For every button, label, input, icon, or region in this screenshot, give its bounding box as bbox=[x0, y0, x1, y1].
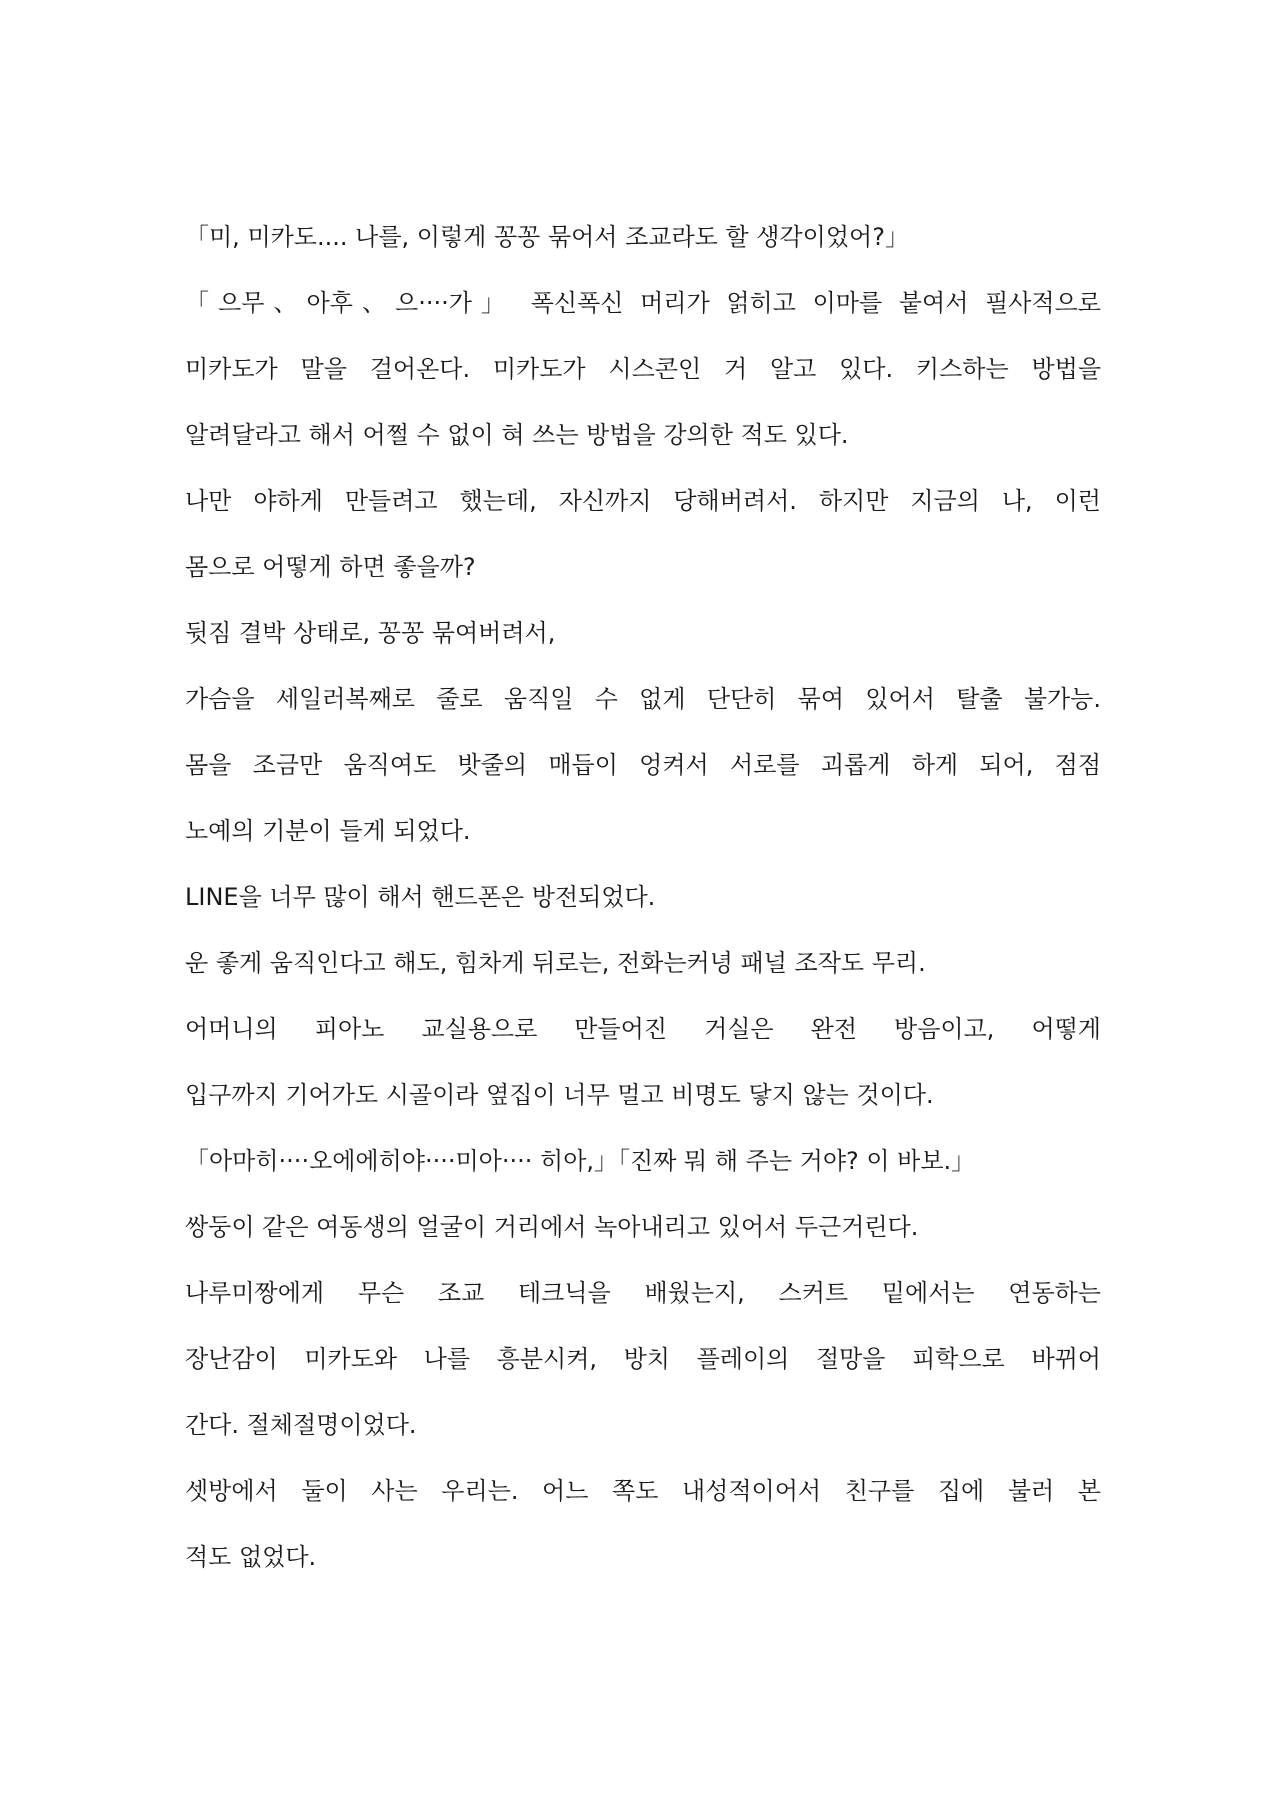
text-line-14: 입구까지 기어가도 시골이라 옆집이 너무 멀고 비명도 닿지 않는 것이다. bbox=[185, 1081, 934, 1109]
text-line-10: 노예의 기분이 들게 되었다. bbox=[185, 817, 471, 845]
text-line-18: 장난감이 미카도와 나를 흥분시켜, 방치 플레이의 절망을 피학으로 바뀌어 bbox=[185, 1345, 1101, 1373]
text-line-8: 가슴을 세일러복째로 줄로 움직일 수 없게 단단히 묶여 있어서 탈출 불가능. bbox=[185, 685, 1101, 713]
text-line-13: 어머니의 피아노 교실용으로 만들어진 거실은 완전 방음이고, 어떻게 bbox=[185, 1015, 1101, 1043]
text-line-15: 「아마히····오에에히야····미아···· 히아,」「진짜 뭐 해 주는 거야? 이 바보.」 bbox=[185, 1147, 976, 1175]
text-line-20: 셋방에서 둘이 사는 우리는. 어느 쪽도 내성적이어서 친구를 집에 불러 본 bbox=[185, 1477, 1101, 1505]
text-line-1: 「미, 미카도.... 나를, 이렇게 꽁꽁 묶어서 조교라도 할 생각이었어?」 bbox=[185, 223, 909, 251]
text-line-19: 간다. 절체절명이었다. bbox=[185, 1411, 417, 1439]
text-line-17: 나루미짱에게 무슨 조교 테크닉을 배웠는지, 스커트 밑에서는 연동하는 bbox=[185, 1279, 1101, 1307]
text-line-12: 운 좋게 움직인다고 해도, 힘차게 뒤로는, 전화는커녕 패널 조작도 무리. bbox=[185, 949, 926, 977]
text-line-5: 나만 야하게 만들려고 했는데, 자신까지 당해버려서. 하지만 지금의 나, 이런 bbox=[185, 487, 1101, 515]
text-line-4: 알려달라고 해서 어쩔 수 없이 혀 쓰는 방법을 강의한 적도 있다. bbox=[185, 421, 849, 449]
text-line-9: 몸을 조금만 움직여도 밧줄의 매듭이 엉켜서 서로를 괴롭게 하게 되어, 점점 bbox=[185, 751, 1101, 779]
text-line-7: 뒷짐 결박 상태로, 꽁꽁 묶여버려서, bbox=[185, 619, 556, 647]
text-line-3: 미카도가 말을 걸어온다. 미카도가 시스콘인 거 알고 있다. 키스하는 방법을 bbox=[185, 355, 1101, 383]
text-line-6: 몸으로 어떻게 하면 좋을까? bbox=[185, 553, 476, 581]
body-text bbox=[185, 214, 1101, 1600]
text-line-11: LINE을 너무 많이 해서 핸드폰은 방전되었다. bbox=[185, 883, 656, 911]
text-line-16: 쌍둥이 같은 여동생의 얼굴이 거리에서 녹아내리고 있어서 두근거린다. bbox=[185, 1213, 919, 1241]
text-line-21: 적도 없었다. bbox=[185, 1543, 317, 1571]
text-line-2: 「으무、아후、으····가」 폭신폭신 머리가 얽히고 이마를 붙여서 필사적으로 bbox=[185, 289, 1101, 317]
